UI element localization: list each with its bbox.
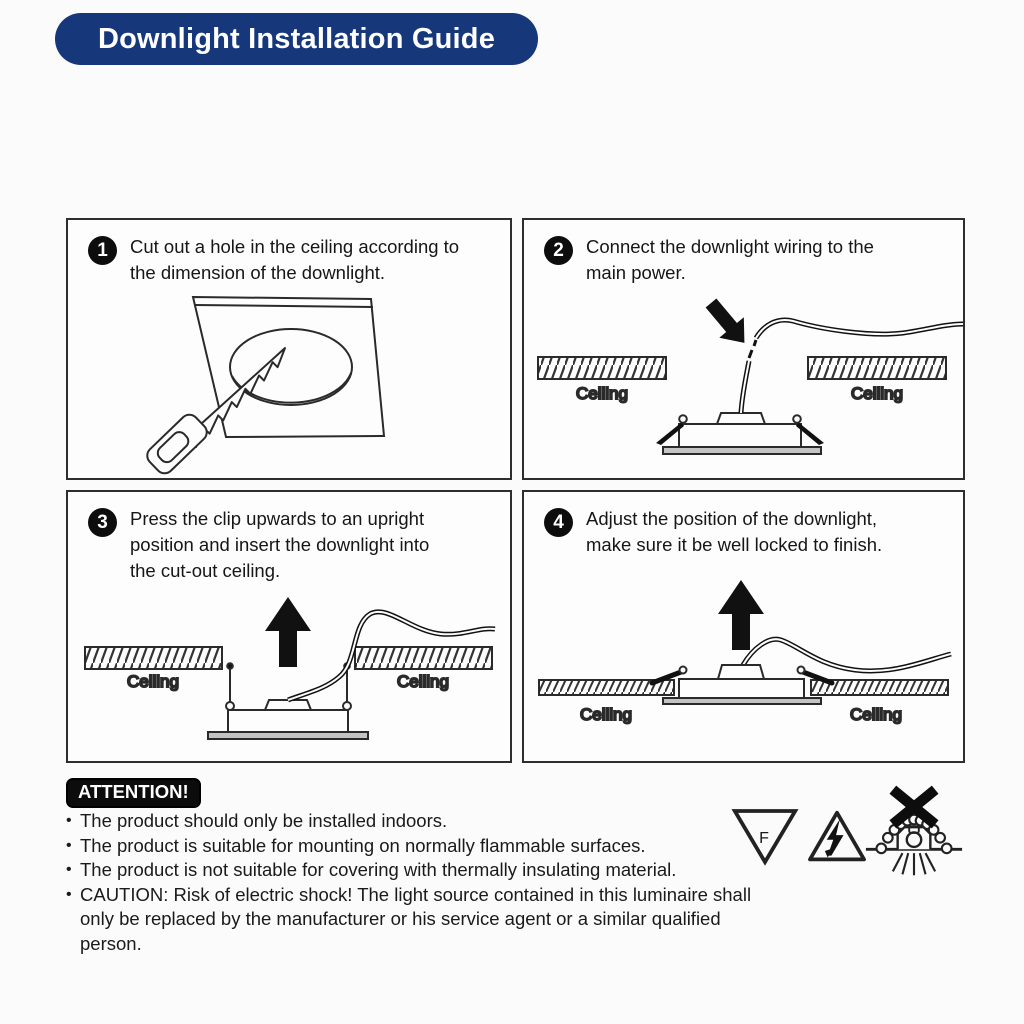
page-title: Downlight Installation Guide (97, 22, 496, 55)
attention-bullet: • CAUTION: Risk of electric shock! The light source contained in this luminaire shall only be replaced by the manufacturer or his service agent or a similar qualified person. (66, 883, 755, 957)
step-1-illustration-cut-hole (69, 284, 512, 477)
step-1-header (68, 220, 510, 286)
step-3-illustration-insert-downlight (69, 575, 509, 760)
ceiling-hatch-left (538, 357, 666, 379)
ceiling-label-left: Ceiling (576, 384, 628, 403)
downlight-flange (208, 732, 368, 739)
pointer-arrow-icon (699, 293, 757, 353)
ceiling-label-left: Ceiling (127, 672, 179, 691)
wire (743, 639, 951, 671)
up-arrow-icon (265, 597, 311, 667)
ceiling-label-left: Ceiling (580, 705, 632, 724)
driver-box (718, 665, 764, 679)
step-3-text: Press the clip upwards to an upright position and insert the downlight into the cut-out ceiling. (130, 508, 430, 581)
step-2-text: Connect the downlight wiring to the main power. (586, 236, 874, 283)
step-4-illustration-lock-position (525, 572, 965, 760)
up-arrow-icon (718, 580, 764, 650)
f-mark-icon (731, 807, 799, 866)
step-box-4 (522, 490, 965, 763)
electric-shock-warning-icon (806, 809, 868, 865)
driver-box (717, 413, 765, 424)
step-2-illustration-connect-wiring (525, 277, 965, 477)
light-rays (893, 853, 935, 875)
ceiling-hatch-right (808, 357, 946, 379)
f-mark-letter: F (759, 829, 769, 848)
ceiling-label-right: Ceiling (850, 705, 902, 724)
step-4-number-badge: 4 (544, 508, 573, 537)
downlight-body (679, 424, 801, 447)
step-4-header (524, 492, 963, 558)
attention-bullet-list (66, 809, 766, 957)
step-4-text: Adjust the position of the downlight, make sure it be well locked to finish. (586, 508, 883, 555)
step-1-number-badge: 1 (88, 236, 117, 265)
step-2-number-badge: 2 (544, 236, 573, 265)
step-box-2 (522, 218, 965, 480)
ceiling-label-right: Ceiling (397, 672, 449, 691)
downlight-flange (663, 447, 821, 454)
title-banner (55, 13, 538, 65)
attention-bullet: • The product is suitable for mounting on normally flammable surfaces. (66, 834, 755, 859)
driver-box (265, 700, 311, 710)
ceiling-hatch-left (85, 647, 222, 669)
no-insulation-cover-icon (864, 782, 964, 882)
downlight-body (228, 710, 348, 732)
ceiling-label-right: Ceiling (851, 384, 903, 403)
cutout-circle (230, 329, 352, 405)
attention-bullet: • The product should only be installed indoors. (66, 809, 755, 834)
step-3-header (68, 492, 510, 584)
step-1-text: Cut out a hole in the ceiling according to the dimension of the downlight. (130, 236, 460, 283)
saw-handle (144, 411, 211, 477)
attention-bullet: • The product is not suitable for covering with thermally insulating material. (66, 858, 755, 883)
step-3-number-badge: 3 (88, 508, 117, 537)
ceiling-hatch-right (355, 647, 492, 669)
step-box-1 (66, 218, 512, 480)
step-box-3 (66, 490, 512, 763)
downlight-flange (663, 698, 821, 704)
attention-label: ATTENTION! (66, 778, 201, 808)
downlight-body (679, 679, 804, 698)
mains-wire (756, 320, 963, 338)
